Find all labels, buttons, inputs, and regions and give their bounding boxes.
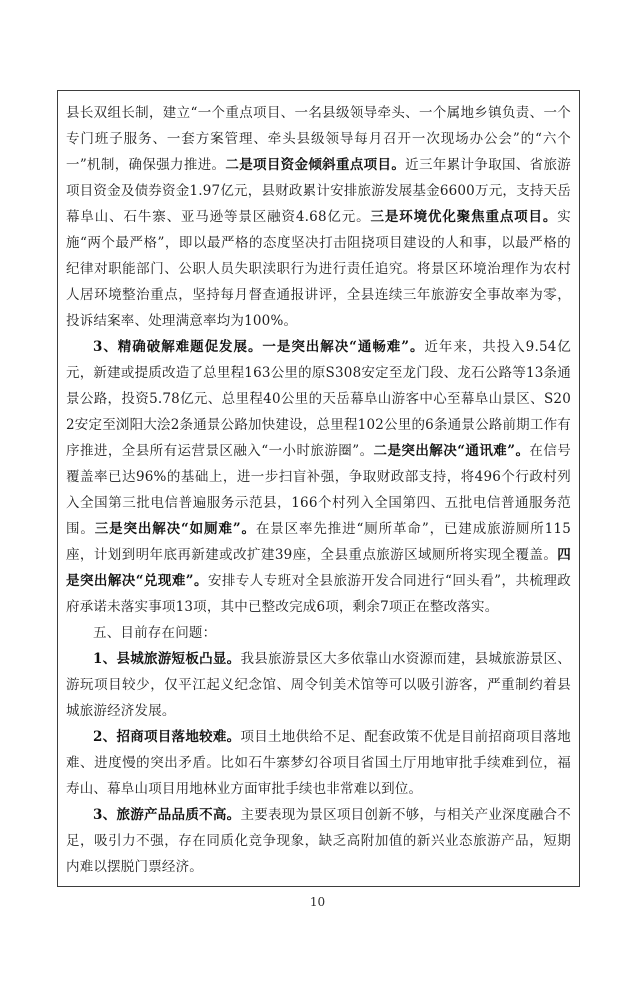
text-run-bold: 3、精确破解难题促发展。一是突出解决“通畅难”。 xyxy=(93,339,425,355)
text-run: 项目土地供给不足、配套政策不优是目前招商项目落地难、进度慢的突出矛盾。比如石牛寨梦幻谷项目省国土厅用地审批手续难到位，福寿山、幕阜山项目用地林业方面审批手续也非常难以到位。 xyxy=(66,729,571,797)
text-run-bold: 1、县城旅游短板凸显。 xyxy=(93,651,241,667)
paragraph xyxy=(66,724,571,802)
paragraph-section-heading xyxy=(66,620,571,646)
text-run-bold: 二是突出解决“通讯难”。 xyxy=(373,443,530,459)
text-run: 在信号覆盖率已达96%的基础上，进一步扫盲补强，争取财政部支持，将496个行政村列入全国第三批电信普遍服务示范县，166个村列入全国第四、五批电信普通服务范围。 xyxy=(66,443,571,537)
text-run: 在景区率先推进“厕所革命”，已建成旅游厕所115座，计划到明年底再新建或改扩建39座，全县重点旅游区域厕所将实现全覆盖。 xyxy=(66,521,571,563)
text-run-bold: 2、招商项目落地较难。 xyxy=(93,729,241,745)
text-run: 实施“两个最严格”，即以最严格的态度坚决打击阻挠项目建设的人和事，以最严格的纪律对职能部门、公职人员失职渎职行为进行责任追究。将景区环境治理作为农村人居环境整治重点，坚持每月督查通报讲评，全县连续三年旅游安全事故率为零，投诉结案率、处理满意率均为100%。 xyxy=(66,209,571,329)
page-number: 10 xyxy=(309,895,326,909)
text-run: 主要表现为景区项目创新不够，与相关产业深度融合不足，吸引力不强，存在同质化竞争现象，缺乏高附加值的新兴业态旅游产品，短期内难以摆脱门票经济。 xyxy=(66,807,571,875)
text-run-bold: 三是突出解决“如厕难”。 xyxy=(94,521,256,537)
paragraph xyxy=(66,334,571,620)
text-run: 县长双组长制，建立“一个重点项目、一名县级领导牵头、一个属地乡镇负责、一个专门班子服务、一套方案管理、牵头县级领导每月召开一次现场办公会”的“六个一”机制，确保强力推进。 xyxy=(66,105,571,173)
text-run-bold: 3、旅游产品品质不高。 xyxy=(93,807,241,823)
text-run: 五、目前存在问题： xyxy=(93,625,217,641)
paragraph xyxy=(66,100,571,334)
content-cell xyxy=(57,90,580,887)
text-run-bold: 四是突出解决“兑现难”。 xyxy=(66,547,571,589)
text-run: 近三年累计争取国、省旅游项目资金及债券资金1.97亿元，县财政累计安排旅游发展基金6600万元，支持天岳幕阜山、石牛寨、亚马逊等景区融资4.68亿元。 xyxy=(66,157,571,225)
paragraph xyxy=(66,646,571,724)
text-run-bold: 三是环境优化聚焦重点项目。 xyxy=(370,209,558,225)
paragraph xyxy=(66,802,571,880)
text-run: 近年来，共投入9.54亿元，新建或提质改造了总里程163公里的原S308安定至龙门段、龙石公路等13条通景公路，投资5.78亿元、总里程40公里的天岳幕阜山游客中心至幕阜山景区、S202安定至浏阳大浍2条通景公路加快建设，总里程102公里的6条通景公路前期工作有序推进，全县所有运营景区融入“一小时旅游圈”。 xyxy=(66,339,571,459)
text-run: 安排专人专班对全县旅游开发合同进行“回头看”，共梳理政府承诺未落实事项13项，其中已整改完成6项，剩余7项正在整改落实。 xyxy=(66,573,572,615)
text-run: 我县旅游景区大多依靠山水资源而建，县城旅游景区、游玩项目较少，仅平江起义纪念馆、周令钊美术馆等可以吸引游客，严重制约着县城旅游经济发展。 xyxy=(66,651,571,719)
text-run-bold: 二是项目资金倾斜重点项目。 xyxy=(225,157,406,173)
document-page xyxy=(0,90,635,988)
